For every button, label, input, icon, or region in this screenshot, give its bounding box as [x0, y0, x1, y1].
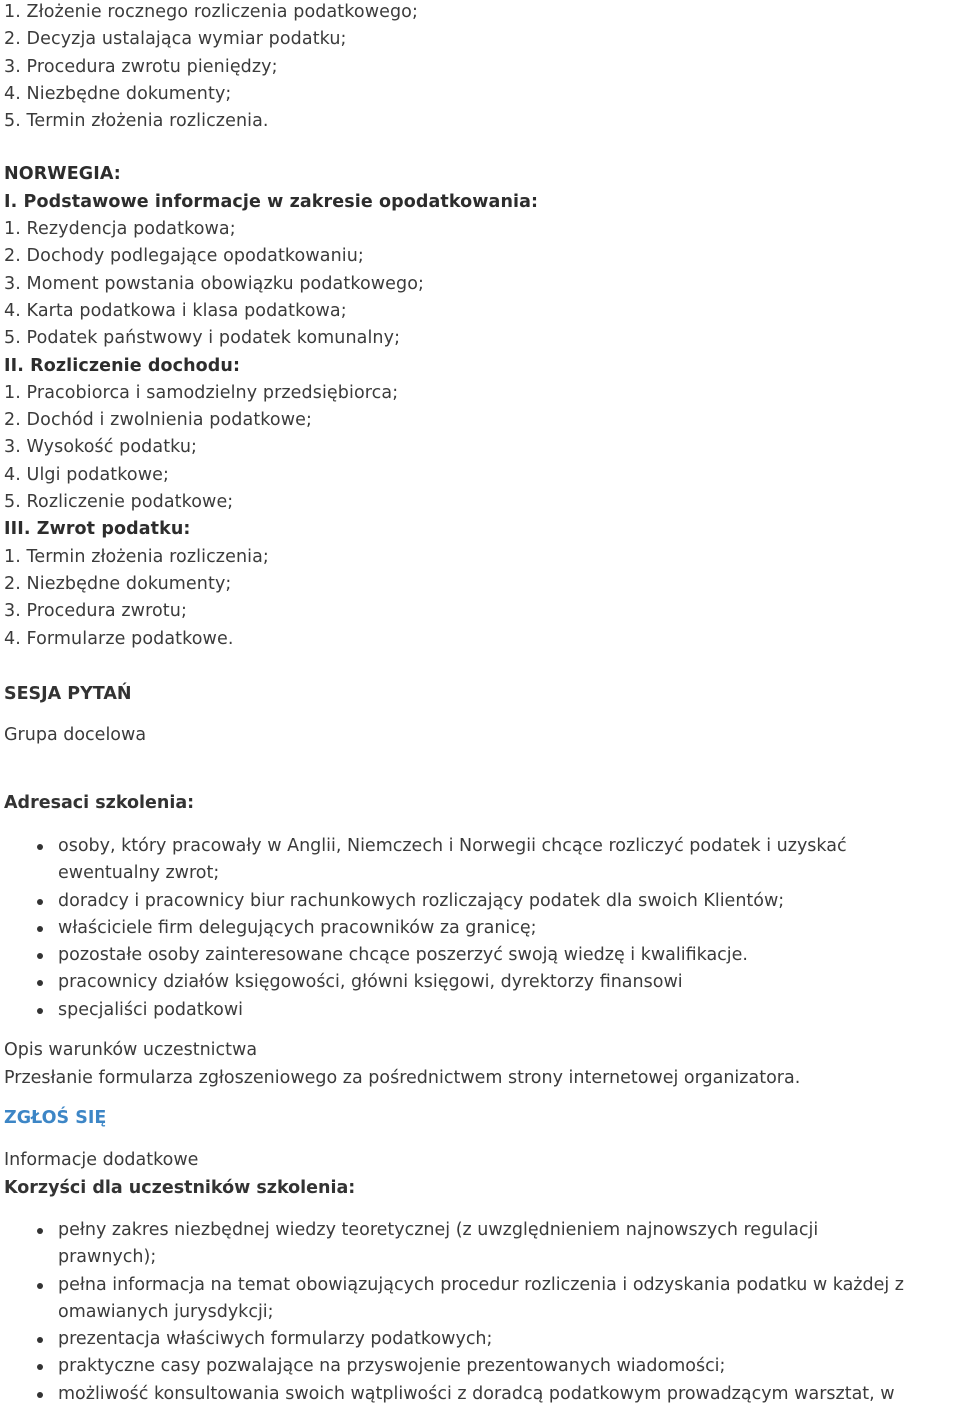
list-item: 2. Decyzja ustalająca wymiar podatku;	[4, 29, 347, 50]
list-item: 1. Rezydencja podatkowa;	[4, 219, 236, 240]
list-item: 4. Formularze podatkowe.	[4, 628, 234, 649]
target-group-label: Grupa docelowa	[4, 725, 147, 745]
list-item: możliwość konsultowania swoich wątpliwości z doradcą podatkowym prowadzącym warsztat, w	[0, 1381, 960, 1408]
list-item: 3. Moment powstania obowiązku podatkowego;	[4, 273, 425, 294]
bullet-icon	[37, 926, 43, 932]
signup-link[interactable]: ZGŁOŚ SIĘ	[4, 1108, 107, 1128]
list-item: 3. Wysokość podatku;	[4, 437, 198, 458]
participation-text: Przesłanie formularza zgłoszeniowego za pośrednictwem strony internetowej organizatora.	[4, 1068, 801, 1088]
benefits-list	[0, 1217, 960, 1408]
benefits-heading: Korzyści dla uczestników szkolenia:	[4, 1178, 356, 1198]
list-item: 5. Rozliczenie podatkowe;	[4, 492, 234, 513]
section-heading: III. Zwrot podatku:	[4, 519, 191, 540]
list-item: praktyczne casy pozwalające na przyswojenie prezentowanych wiadomości;	[0, 1353, 960, 1380]
list-item: 1. Termin złożenia rozliczenia;	[4, 546, 269, 567]
list-item: 4. Ulgi podatkowe;	[4, 464, 169, 485]
bullet-icon	[37, 953, 43, 959]
list-item: 5. Termin złożenia rozliczenia.	[4, 111, 269, 132]
list-item: pełna informacja na temat obowiązujących procedur rozliczenia i odzyskania podatku w każdej z omawianych jurysdykcji;	[0, 1272, 960, 1327]
list-item: pozostałe osoby zainteresowane chcące poszerzyć swoją wiedzę i kwalifikacje.	[0, 942, 960, 969]
list-item: 3. Procedura zwrotu;	[4, 601, 187, 622]
bullet-icon	[37, 899, 43, 905]
audience-list	[0, 833, 960, 1024]
program-list	[4, 0, 960, 653]
audience-heading: Adresaci szkolenia:	[4, 793, 195, 813]
list-item: 3. Procedura zwrotu pieniędzy;	[4, 56, 278, 77]
list-item: 2. Dochód i zwolnienia podatkowe;	[4, 410, 312, 431]
list-item: osoby, który pracowały w Anglii, Niemczech i Norwegii chcące rozliczyć podatek i uzyskać ewentualny zwrot;	[0, 833, 960, 888]
list-item: 2. Niezbędne dokumenty;	[4, 573, 232, 594]
bullet-icon	[37, 1392, 43, 1398]
section-heading: II. Rozliczenie dochodu:	[4, 355, 241, 376]
list-item: 4. Karta podatkowa i klasa podatkowa;	[4, 300, 347, 321]
list-item: 1. Pracobiorca i samodzielny przedsiębiorca;	[4, 382, 399, 403]
country-heading-norway: NORWEGIA:	[4, 164, 121, 185]
list-item: specjaliści podatkowi	[0, 997, 960, 1024]
list-item: doradcy i pracownicy biur rachunkowych rozliczający podatek dla swoich Klientów;	[0, 888, 960, 915]
list-item: pracownicy działów księgowości, główni księgowi, dyrektorzy finansowi	[0, 969, 960, 996]
participation-label: Opis warunków uczestnictwa	[4, 1040, 258, 1060]
list-item: 4. Niezbędne dokumenty;	[4, 83, 232, 104]
bullet-icon	[37, 1008, 43, 1014]
list-item: 5. Podatek państwowy i podatek komunalny;	[4, 328, 401, 349]
additional-info-label: Informacje dodatkowe	[4, 1150, 199, 1170]
bullet-icon	[37, 1337, 43, 1343]
bullet-icon	[37, 844, 43, 850]
session-heading: SESJA PYTAŃ	[4, 684, 132, 704]
list-item: prezentacja właściwych formularzy podatkowych;	[0, 1326, 960, 1353]
bullet-icon	[37, 1283, 43, 1289]
bullet-icon	[37, 1228, 43, 1234]
list-item: pełny zakres niezbędnej wiedzy teoretycznej (z uwzględnieniem najnowszych regulacji prawnych);	[0, 1217, 960, 1272]
list-item: 1. Złożenie rocznego rozliczenia podatkowego;	[4, 2, 418, 22]
bullet-icon	[37, 1364, 43, 1370]
section-heading: I. Podstawowe informacje w zakresie opodatkowania:	[4, 191, 539, 212]
bullet-icon	[37, 980, 43, 986]
list-item: 2. Dochody podlegające opodatkowaniu;	[4, 246, 364, 267]
list-item: właściciele firm delegujących pracowników za granicę;	[0, 915, 960, 942]
